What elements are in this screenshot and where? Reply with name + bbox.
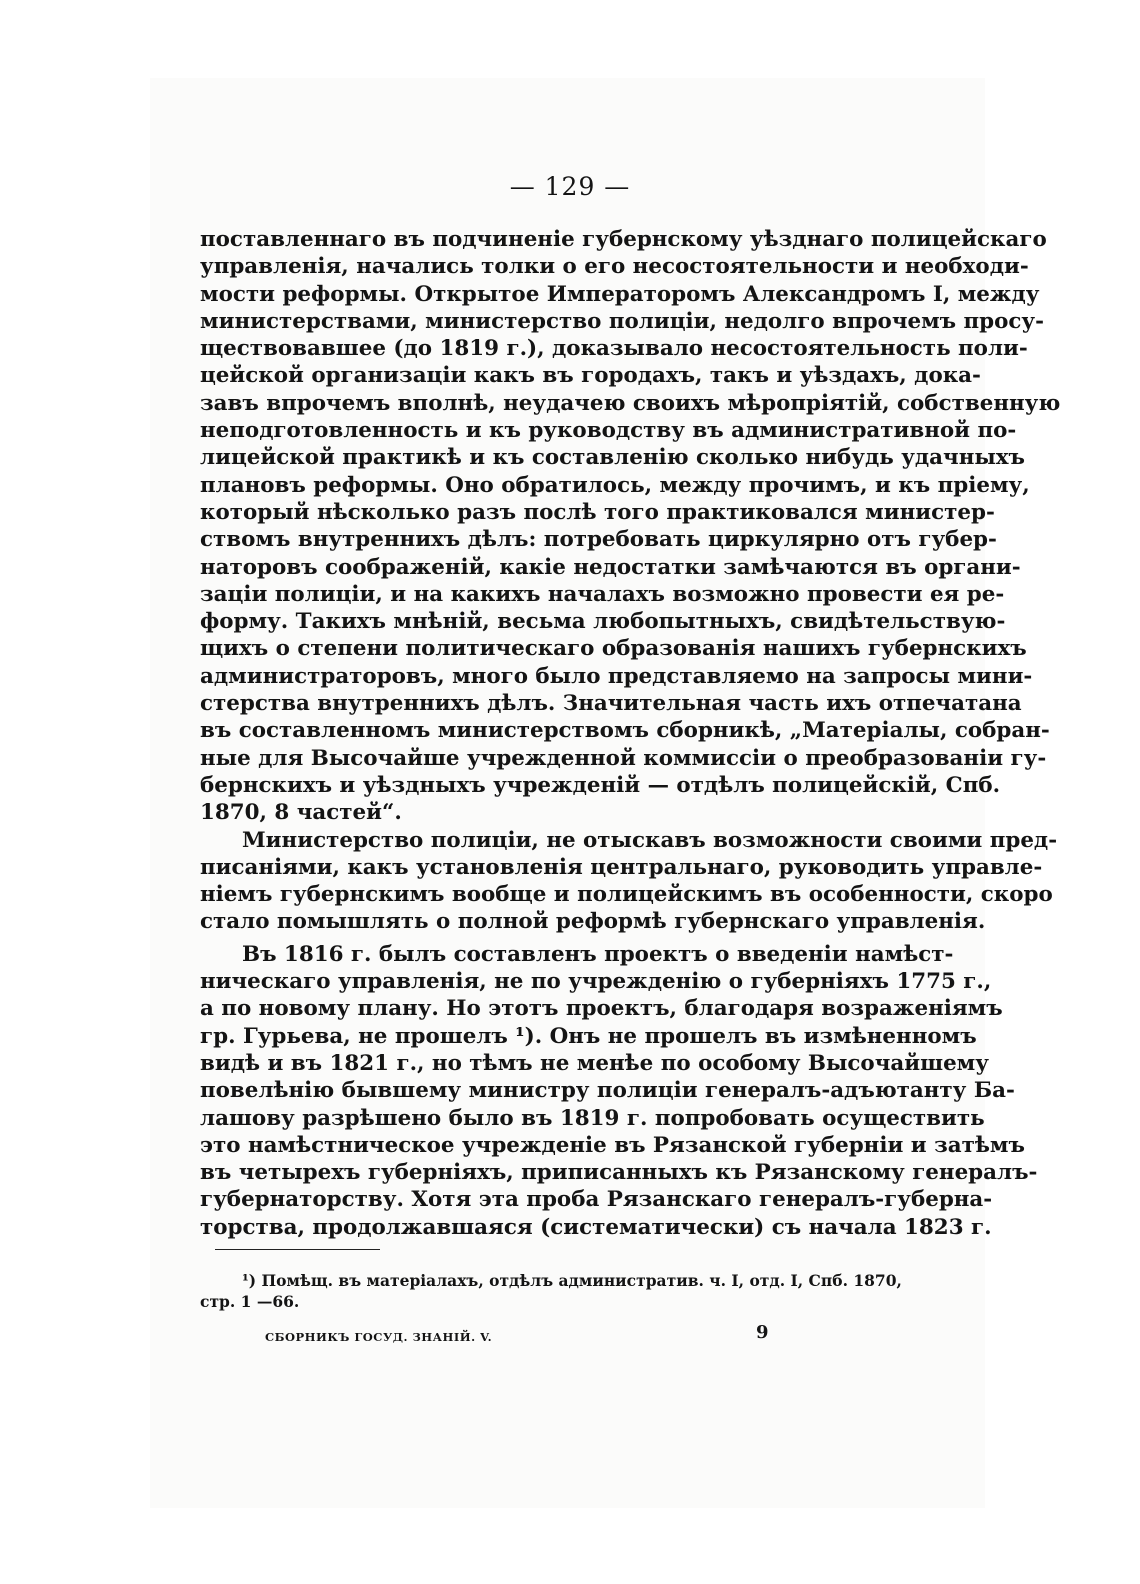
text-line: плановъ реформы. Оно обратилось, между прочимъ, и къ пріему,	[200, 472, 1030, 498]
paragraph-3	[200, 941, 1038, 1241]
text-line: стерства внутреннихъ дѣлъ. Значительная часть ихъ отпечатана	[200, 691, 1022, 717]
text-line: ствомъ внутреннихъ дѣлъ: потребовать циркулярно отъ губер-	[200, 527, 997, 553]
footnote-divider	[215, 1249, 380, 1250]
text-line: въ четырехъ губерніяхъ, приписанныхъ къ Рязанскому генералъ-	[200, 1160, 1038, 1186]
text-line: форму. Такихъ мнѣній, весьма любопытныхъ, свидѣтельствую-	[200, 609, 1006, 635]
footnote	[200, 1270, 902, 1312]
text-line: ническаго управленія, не по учрежденію о губерніяхъ 1775 г.,	[200, 969, 992, 995]
body-text	[200, 226, 1061, 1241]
text-line: управленія, начались толки о его несостоятельности и необходи-	[200, 254, 1029, 280]
text-line: поставленнаго въ подчиненіе губернскому уѣзднаго полицейскаго	[200, 227, 1047, 252]
text-line: ществовавшее (до 1819 г.), доказывало несостоятельность поли-	[200, 336, 1028, 362]
text-line: губернаторству. Хотя эта проба Рязанскаго генералъ-губерна-	[200, 1187, 993, 1213]
text-line: видѣ и въ 1821 г., но тѣмъ не менѣе по особому Высочайшему	[200, 1050, 989, 1076]
text-line: бернскихъ и уѣздныхъ учрежденій — отдѣлъ полицейскій, Спб.	[200, 772, 1001, 798]
paragraph-1	[200, 226, 1061, 827]
text-line: неподготовленность и къ руководству въ административной по-	[200, 418, 1017, 444]
text-line: заціи полиціи, и на какихъ началахъ возможно провести ея ре-	[200, 581, 1005, 607]
text-line: 1870, 8 частей“.	[200, 800, 402, 826]
text-line: торства, продолжавшаяся (систематически) съ начала 1823 г.	[200, 1214, 992, 1240]
text-line: лицейской практикѣ и къ составленію сколько нибудь удачныхъ	[200, 445, 1025, 471]
text-line: мости реформы. Открытое Императоромъ Александромъ I, между	[200, 281, 1040, 307]
printer-signature: СБОРНИКЪ ГОСУД. ЗНАНІЙ. V.	[265, 1330, 493, 1344]
text-line: это намѣстническое учрежденіе въ Рязанской губерніи и затѣмъ	[200, 1132, 1025, 1158]
text-line: цейской организаціи какъ въ городахъ, такъ и уѣздахъ, дока-	[200, 363, 981, 389]
text-line: повелѣнію бывшему министру полиціи генералъ-адъютанту Ба-	[200, 1078, 1015, 1104]
text-line: ніемъ губернскимъ вообще и полицейскимъ въ особенности, скоро	[200, 882, 1053, 908]
text-line: лашову разрѣшено было въ 1819 г. попробовать осуществить	[200, 1105, 985, 1131]
text-line: администраторовъ, много было представляемо на запросы мини-	[200, 663, 1033, 689]
text-line: стало помышлять о полной реформѣ губернскаго управленія.	[200, 909, 986, 935]
text-line: гр. Гурьева, не прошелъ ¹). Онъ не прошелъ въ измѣненномъ	[200, 1023, 977, 1049]
text-line: Въ 1816 г. былъ составленъ проектъ о введеніи намѣст-	[242, 941, 954, 967]
footnote-line: ¹) Помѣщ. въ матеріалахъ, отдѣлъ административ. ч. I, отд. I, Спб. 1870,	[242, 1271, 902, 1290]
sheet-number: 9	[756, 1322, 769, 1343]
paragraph-2	[200, 827, 1058, 936]
page-number: — 129 —	[509, 172, 631, 201]
text-line: наторовъ соображеній, какіе недостатки замѣчаются въ органи-	[200, 554, 1021, 580]
text-line: ные для Высочайше учрежденной коммиссіи о преобразованіи гу-	[200, 745, 1047, 771]
text-line: министерствами, министерство полиціи, недолго впрочемъ просу-	[200, 308, 1045, 334]
text-line: щихъ о степени политическаго образованія нашихъ губернскихъ	[200, 636, 1027, 662]
text-line: завъ впрочемъ вполнѣ, неудачею своихъ мѣропріятій, собственную	[200, 390, 1061, 416]
text-line: писаніями, какъ установленія центральнаго, руководить управле-	[200, 854, 1043, 880]
text-line: а по новому плану. Но этотъ проектъ, благодаря возраженіямъ	[200, 996, 1003, 1022]
text-line: Министерство полиціи, не отыскавъ возможности своими пред-	[242, 827, 1058, 853]
text-line: который нѣсколько разъ послѣ того практиковался министер-	[200, 499, 995, 525]
text-line: въ составленномъ министерствомъ сборникѣ, „Матеріалы, собран-	[200, 718, 1050, 744]
footnote-line: стр. 1 —66.	[200, 1292, 300, 1311]
